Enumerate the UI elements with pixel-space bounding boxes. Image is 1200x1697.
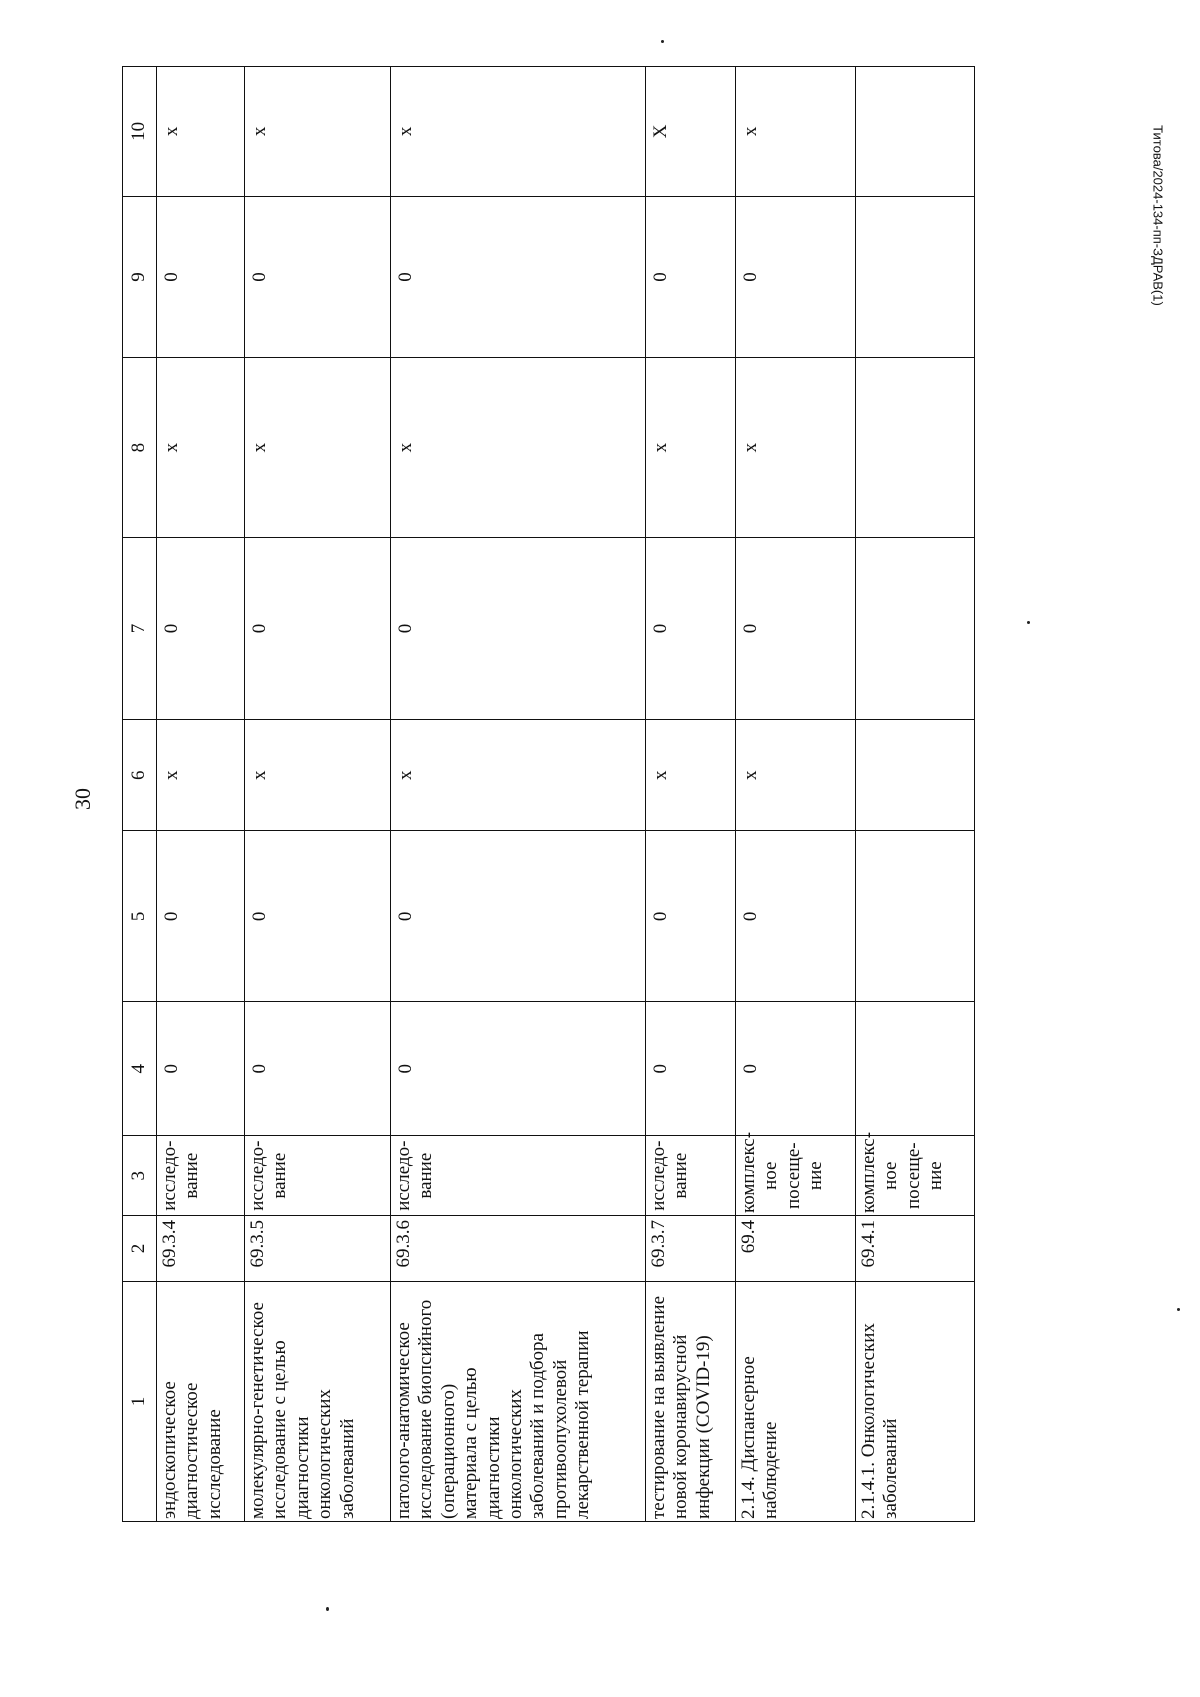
column-header: 3 bbox=[123, 1136, 157, 1216]
cell-name bbox=[856, 1281, 975, 1521]
scan-speck bbox=[1177, 1308, 1180, 1311]
column-header: 6 bbox=[123, 720, 157, 831]
cell-unit bbox=[646, 1136, 736, 1216]
cell-value-c8: х bbox=[646, 358, 736, 538]
cell-code: 69.3.6 bbox=[391, 1216, 646, 1282]
cell-value-c9: 0 bbox=[646, 196, 736, 358]
cell-value-c10 bbox=[856, 67, 975, 197]
table-row bbox=[736, 67, 856, 1522]
table-body bbox=[123, 67, 975, 1522]
cell-name bbox=[646, 1281, 736, 1521]
cell-code: 69.4 bbox=[736, 1216, 856, 1282]
document-footer-id: Титова/2024-134-пп-ЗДРАВ(1) bbox=[1150, 125, 1166, 306]
cell-unit-line: вание bbox=[670, 1152, 692, 1199]
cell-code: 69.4.1 bbox=[856, 1216, 975, 1282]
cell-value-c7: 0 bbox=[391, 538, 646, 720]
cell-name-line: тестирование на выявление bbox=[648, 1295, 669, 1519]
cell-unit-line: вание bbox=[269, 1152, 291, 1199]
column-header: 7 bbox=[123, 538, 157, 720]
cell-name-line: диагностики bbox=[291, 1416, 313, 1519]
cell-name-line: заболеваний и подбора bbox=[527, 1333, 549, 1519]
cell-name-line: 2.1.4.1. Онкологических bbox=[858, 1323, 879, 1519]
cell-value-c4 bbox=[856, 1002, 975, 1136]
column-header: 10 bbox=[123, 67, 157, 197]
cell-value-c4: 0 bbox=[646, 1002, 736, 1136]
cell-value-c10: х bbox=[736, 67, 856, 197]
cell-name-line: 2.1.4. Диспансерное bbox=[738, 1356, 759, 1519]
cell-value-c7: 0 bbox=[646, 538, 736, 720]
cell-unit-line: ние bbox=[925, 1161, 947, 1191]
cell-value-c9: 0 bbox=[157, 196, 245, 358]
cell-value-c5: 0 bbox=[391, 831, 646, 1002]
cell-name bbox=[157, 1281, 245, 1521]
cell-unit-line: посеще- bbox=[902, 1142, 924, 1210]
cell-value-c7 bbox=[856, 538, 975, 720]
cell-value-c9: 0 bbox=[245, 196, 391, 358]
cell-unit-line: исследо- bbox=[247, 1140, 268, 1211]
table-header-row bbox=[123, 67, 157, 1522]
cell-value-c4: 0 bbox=[736, 1002, 856, 1136]
cell-unit-line: ное bbox=[760, 1161, 782, 1190]
cell-unit-line: ние bbox=[805, 1161, 827, 1191]
cell-unit-line: исследо- bbox=[393, 1140, 414, 1211]
cell-value-c5: 0 bbox=[736, 831, 856, 1002]
table-row bbox=[245, 67, 391, 1522]
cell-value-c8: х bbox=[245, 358, 391, 538]
cell-value-c6: х bbox=[245, 720, 391, 831]
cell-value-c9: 0 bbox=[736, 196, 856, 358]
cell-value-c8: х bbox=[157, 358, 245, 538]
cell-unit-line: комплекс- bbox=[858, 1131, 879, 1213]
scan-speck bbox=[661, 40, 664, 43]
cell-unit bbox=[157, 1136, 245, 1216]
column-header: 5 bbox=[123, 831, 157, 1002]
cell-unit-line: вание bbox=[181, 1152, 203, 1199]
cell-value-c5 bbox=[856, 831, 975, 1002]
cell-value-c5: 0 bbox=[646, 831, 736, 1002]
cell-value-c10: х bbox=[157, 67, 245, 197]
scan-speck bbox=[326, 1607, 329, 1611]
cell-name-line: исследование биопсийного bbox=[415, 1299, 437, 1519]
cell-value-c6 bbox=[856, 720, 975, 831]
cell-name-line: диагностическое bbox=[181, 1382, 203, 1519]
scan-speck bbox=[1027, 621, 1030, 624]
cell-name-line: лекарственной терапии bbox=[572, 1330, 594, 1519]
cell-code: 69.3.4 bbox=[157, 1216, 245, 1282]
cell-name-line: исследование с целью bbox=[269, 1340, 291, 1519]
cell-name-line: противоопухолевой bbox=[549, 1359, 571, 1519]
cell-unit-line: ное bbox=[880, 1161, 902, 1190]
cell-name bbox=[391, 1281, 646, 1521]
cell-value-c4: 0 bbox=[157, 1002, 245, 1136]
cell-name-line: новой коронавирусной bbox=[670, 1334, 692, 1519]
cell-unit-line: исследо- bbox=[648, 1140, 669, 1211]
table-row bbox=[646, 67, 736, 1522]
cell-name-line: заболеваний bbox=[336, 1418, 358, 1519]
rotated-table-wrapper bbox=[122, 66, 974, 1522]
cell-name bbox=[245, 1281, 391, 1521]
column-header: 9 bbox=[123, 196, 157, 358]
cell-value-c5: 0 bbox=[157, 831, 245, 1002]
cell-value-c8: х bbox=[736, 358, 856, 538]
cell-value-c9 bbox=[856, 196, 975, 358]
cell-unit-line: исследо- bbox=[159, 1140, 180, 1211]
cell-value-c5: 0 bbox=[245, 831, 391, 1002]
cell-value-c7: 0 bbox=[157, 538, 245, 720]
table-row bbox=[856, 67, 975, 1522]
cell-unit bbox=[736, 1131, 856, 1216]
cell-unit bbox=[245, 1136, 391, 1216]
cell-name-line: молекулярно-генетическое bbox=[247, 1302, 268, 1519]
cell-name-line: (операционного) bbox=[437, 1383, 459, 1519]
cell-value-c6: х bbox=[736, 720, 856, 831]
column-header: 1 bbox=[123, 1281, 157, 1521]
cell-value-c9: 0 bbox=[391, 196, 646, 358]
cell-name-line: инфекции (COVID-19) bbox=[692, 1335, 714, 1519]
cell-name-line: наблюдение bbox=[760, 1421, 782, 1519]
cell-value-c10: х bbox=[245, 67, 391, 197]
cell-name-line: диагностики bbox=[482, 1416, 504, 1519]
table-row bbox=[157, 67, 245, 1522]
cell-name-line: исследование bbox=[203, 1409, 225, 1519]
cell-value-c6: х bbox=[646, 720, 736, 831]
table-row bbox=[391, 67, 646, 1522]
cell-unit bbox=[856, 1131, 975, 1216]
cell-value-c8 bbox=[856, 358, 975, 538]
cell-value-c7: 0 bbox=[245, 538, 391, 720]
cell-name-line: эндоскопическое bbox=[159, 1381, 180, 1519]
cell-name-line: патолого-анатомическое bbox=[393, 1322, 414, 1519]
column-header: 2 bbox=[123, 1216, 157, 1282]
cell-name-line: онкологических bbox=[505, 1389, 527, 1519]
page-number: 30 bbox=[70, 788, 95, 810]
cell-value-c6: х bbox=[391, 720, 646, 831]
cell-name-line: онкологических bbox=[314, 1389, 336, 1519]
cell-value-c6: х bbox=[157, 720, 245, 831]
cell-unit bbox=[391, 1136, 646, 1216]
cell-name-line: материала с целью bbox=[460, 1367, 482, 1519]
cell-value-c10: х bbox=[391, 67, 646, 197]
column-header: 4 bbox=[123, 1002, 157, 1136]
cell-value-c10: Х bbox=[646, 67, 736, 197]
cell-value-c4: 0 bbox=[245, 1002, 391, 1136]
cell-code: 69.3.5 bbox=[245, 1216, 391, 1282]
column-header: 8 bbox=[123, 358, 157, 538]
cell-code: 69.3.7 bbox=[646, 1216, 736, 1282]
cell-unit-line: комплекс- bbox=[738, 1131, 759, 1213]
cell-name-line: заболеваний bbox=[880, 1418, 902, 1519]
cell-unit-line: посеще- bbox=[782, 1142, 804, 1210]
cell-value-c4: 0 bbox=[391, 1002, 646, 1136]
cell-unit-line: вание bbox=[415, 1152, 437, 1199]
cell-value-c8: х bbox=[391, 358, 646, 538]
cell-value-c7: 0 bbox=[736, 538, 856, 720]
cell-name bbox=[736, 1281, 856, 1521]
data-table bbox=[122, 66, 975, 1522]
